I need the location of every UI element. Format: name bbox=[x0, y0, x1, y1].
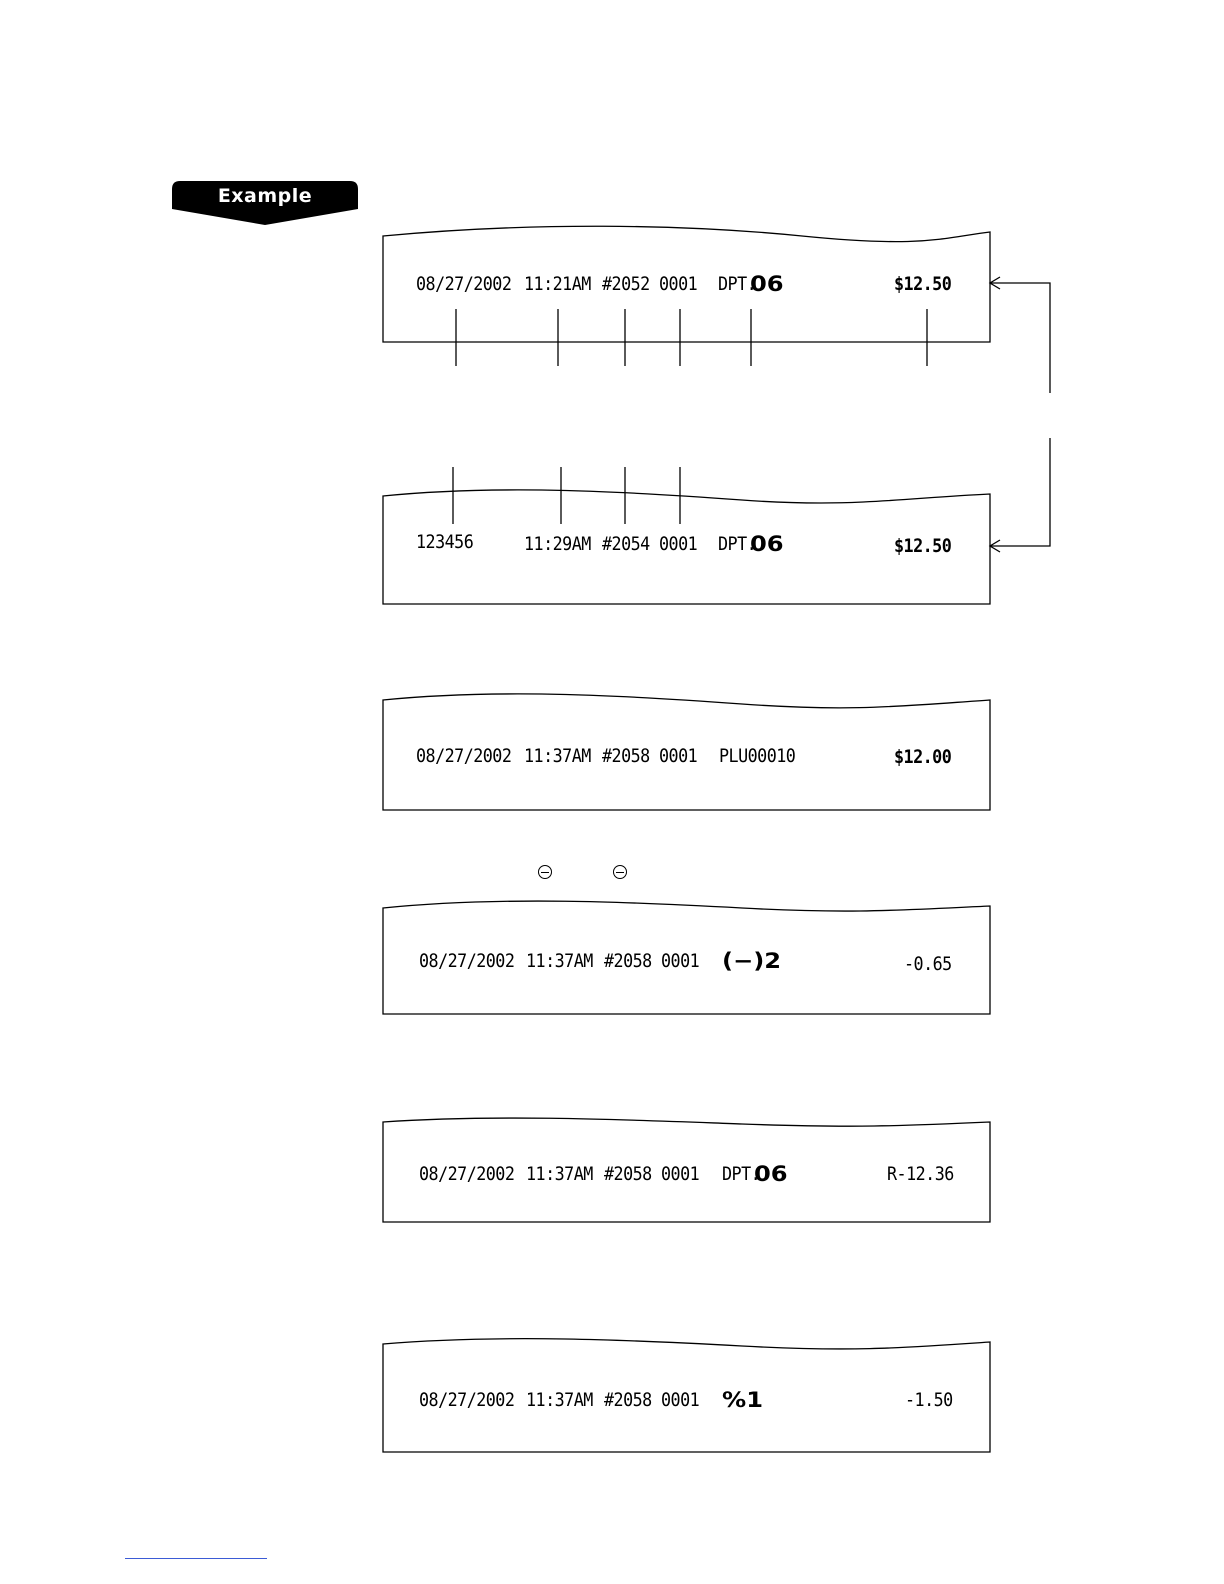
receipt-item-code: %1 bbox=[722, 1388, 764, 1412]
receipt-item-prefix: DPT. bbox=[718, 273, 757, 295]
receipt-consecutive-number: #2052 bbox=[602, 273, 650, 295]
example-label: Example bbox=[217, 185, 313, 207]
receipt-item-code: 06 bbox=[750, 272, 784, 296]
receipt-item-prefix: DPT. bbox=[718, 533, 757, 555]
receipt-date: 08/27/2002 bbox=[416, 273, 512, 295]
receipt-time: 11:37AM bbox=[526, 1389, 593, 1411]
receipt-amount: $12.50 bbox=[894, 273, 952, 295]
receipt-date: 123456 bbox=[416, 531, 474, 553]
receipt-consecutive-number: #2058 bbox=[602, 745, 650, 767]
receipt-consecutive-number: #2058 bbox=[604, 1163, 652, 1185]
receipt-clerk-code: 0001 bbox=[661, 950, 700, 972]
receipt-amount: $12.50 bbox=[894, 535, 952, 557]
minus-key-icon bbox=[613, 865, 627, 879]
receipt-1 bbox=[382, 224, 991, 344]
receipt-time: 11:21AM bbox=[524, 273, 591, 295]
receipt-time: 11:37AM bbox=[524, 745, 591, 767]
receipt-time: 11:37AM bbox=[526, 1163, 593, 1185]
minus-key-icon bbox=[538, 865, 552, 879]
receipt-item-prefix: PLU00010 bbox=[719, 745, 796, 767]
receipt-clerk-code: 0001 bbox=[661, 1163, 700, 1185]
receipt-date: 08/27/2002 bbox=[419, 1163, 515, 1185]
receipt-time: 11:29AM bbox=[524, 533, 591, 555]
receipt-2 bbox=[382, 488, 991, 606]
receipt-6 bbox=[382, 1336, 991, 1454]
receipt-item-code: 06 bbox=[754, 1162, 788, 1186]
receipt-amount: -0.65 bbox=[904, 953, 952, 975]
receipt-date: 08/27/2002 bbox=[419, 950, 515, 972]
receipt-amount: -1.50 bbox=[905, 1389, 953, 1411]
receipt-amount: $12.00 bbox=[894, 746, 952, 768]
receipt-4 bbox=[382, 898, 991, 1016]
receipt-amount: R-12.36 bbox=[887, 1163, 954, 1185]
receipt-item-code: 06 bbox=[750, 532, 784, 556]
receipt-consecutive-number: #2058 bbox=[604, 1389, 652, 1411]
receipt-clerk-code: 0001 bbox=[659, 745, 698, 767]
receipt-date: 08/27/2002 bbox=[419, 1389, 515, 1411]
receipt-5 bbox=[382, 1116, 991, 1224]
receipt-3 bbox=[382, 692, 991, 812]
receipt-item-code: (−)2 bbox=[722, 949, 782, 973]
receipt-clerk-code: 0001 bbox=[659, 533, 698, 555]
receipt-date: 08/27/2002 bbox=[416, 745, 512, 767]
receipt-consecutive-number: #2058 bbox=[604, 950, 652, 972]
receipt-clerk-code: 0001 bbox=[661, 1389, 700, 1411]
receipt-item-prefix: DPT. bbox=[722, 1163, 761, 1185]
footer-link-underline bbox=[125, 1558, 267, 1559]
receipt-clerk-code: 0001 bbox=[659, 273, 698, 295]
receipt-time: 11:37AM bbox=[526, 950, 593, 972]
example-tab bbox=[172, 181, 358, 225]
receipt-consecutive-number: #2054 bbox=[602, 533, 650, 555]
